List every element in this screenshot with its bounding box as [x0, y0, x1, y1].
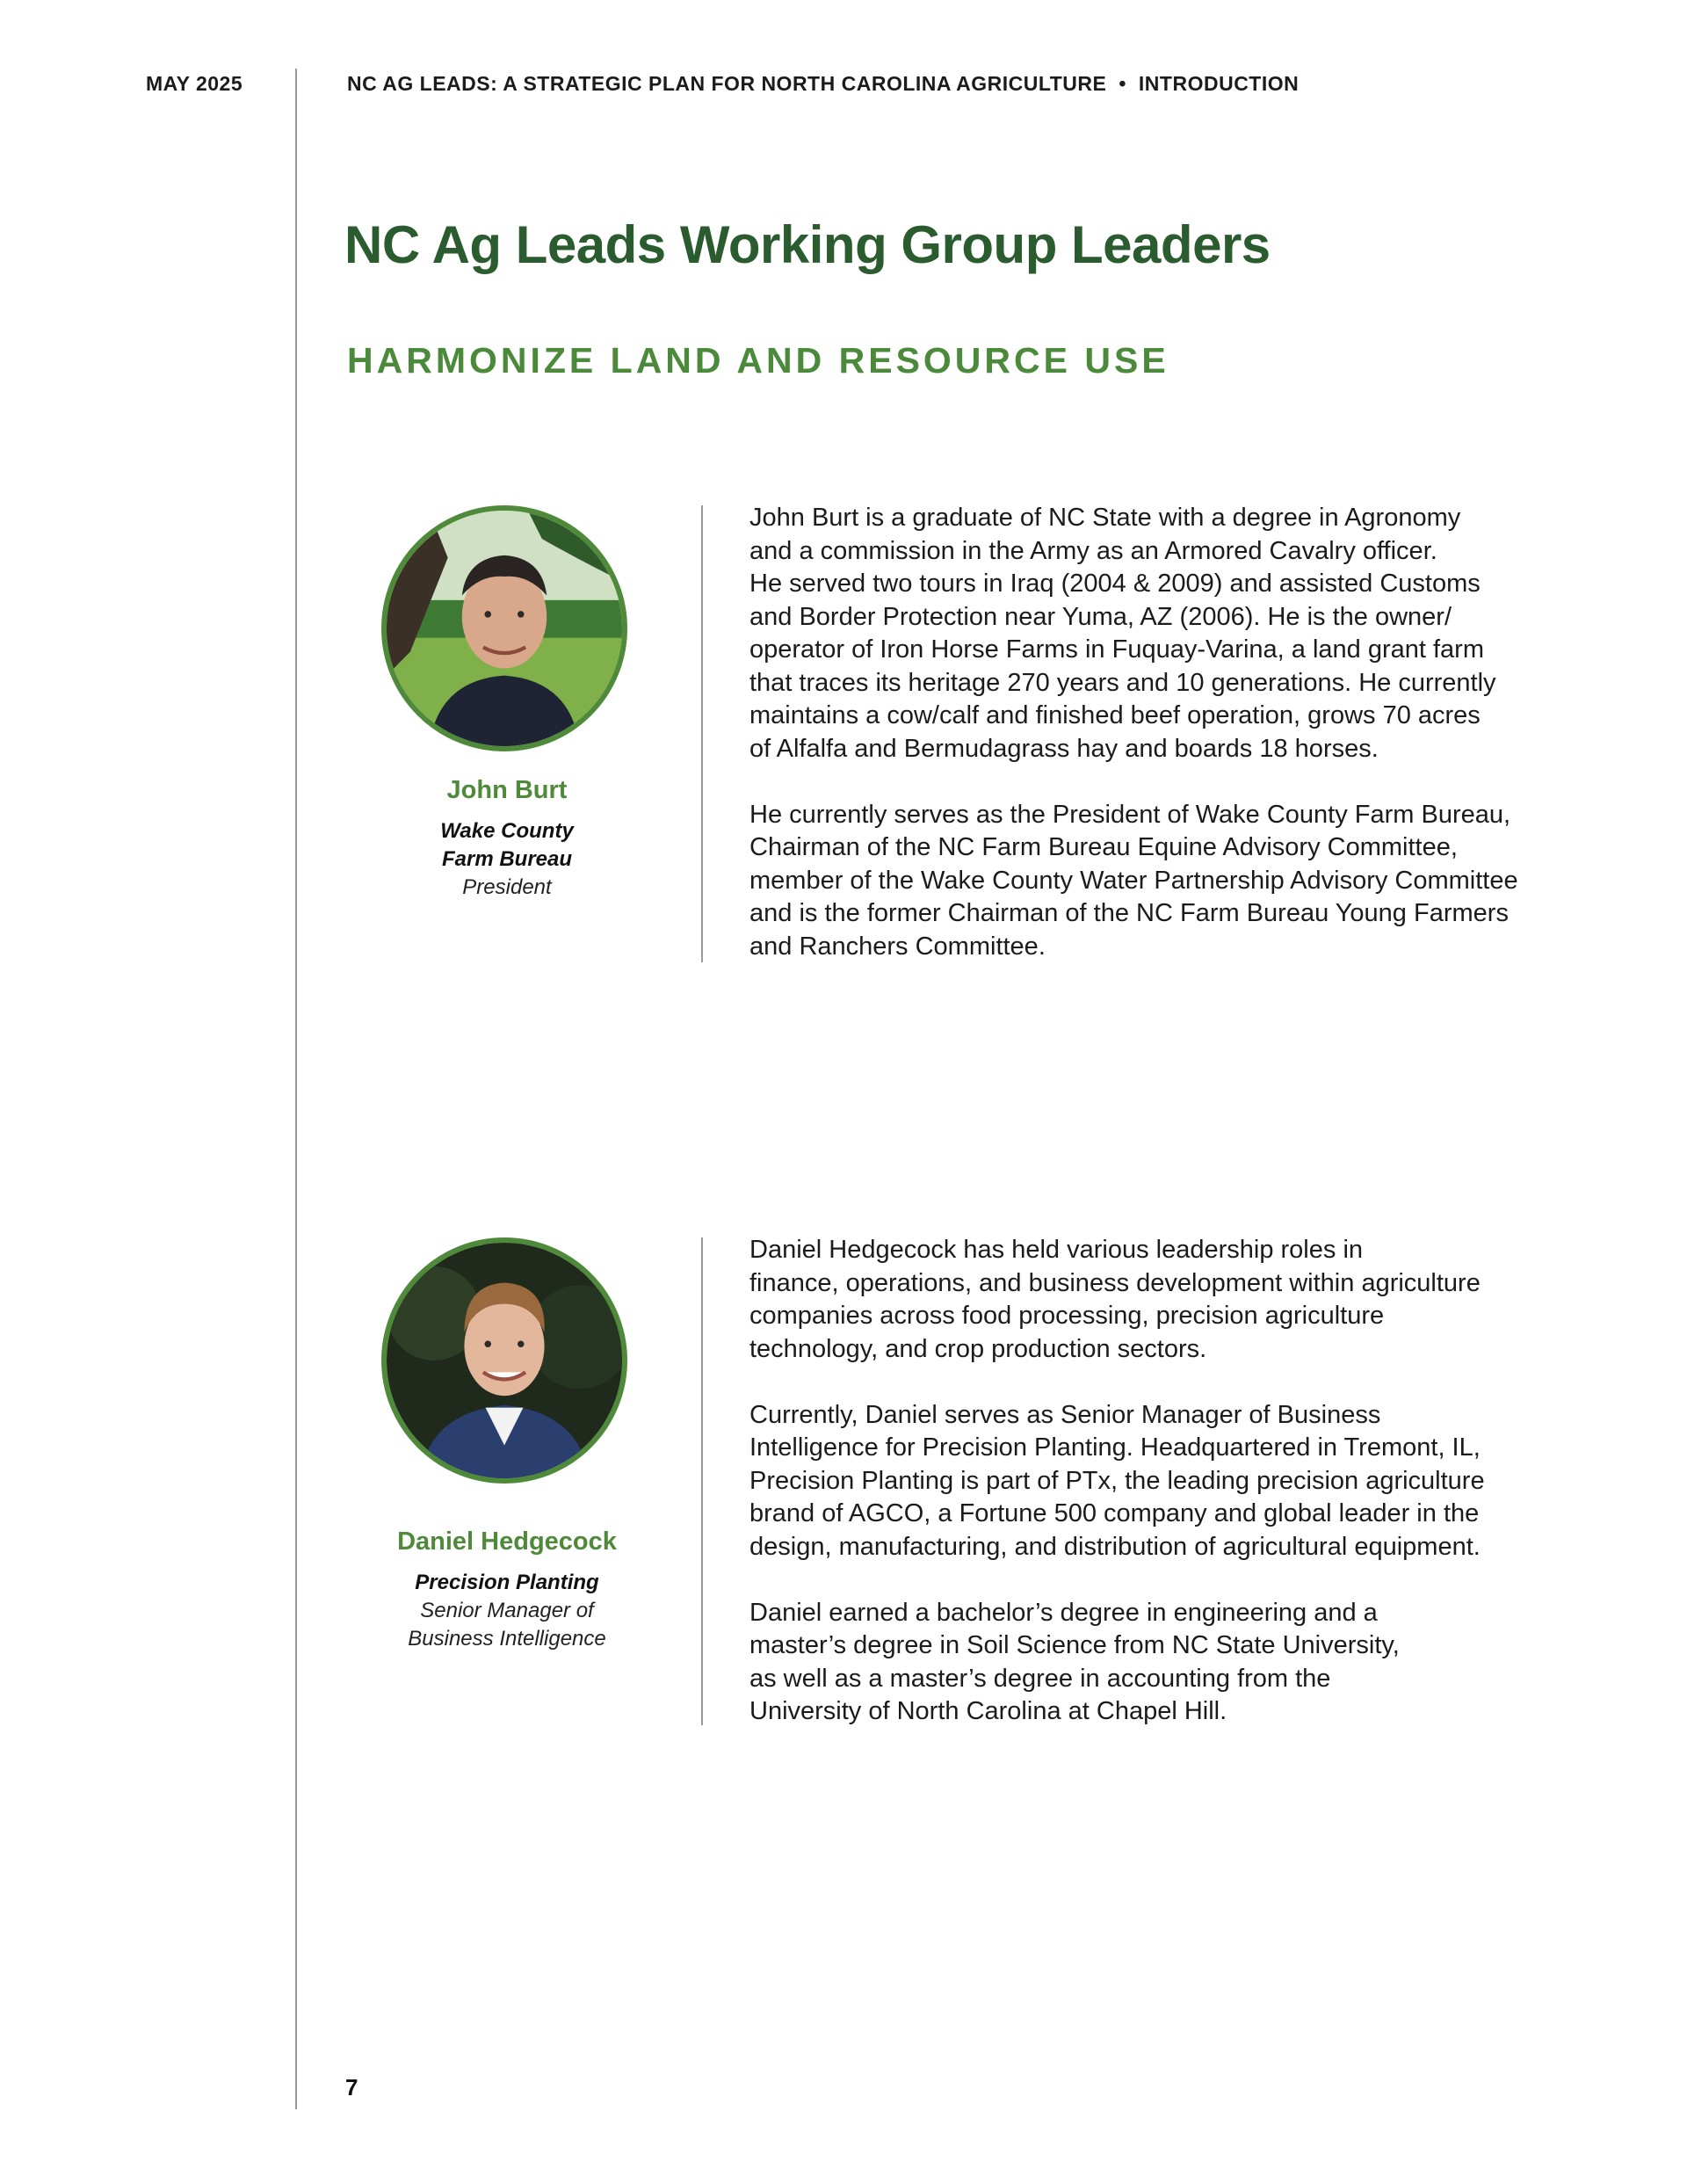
portrait-photo-icon	[381, 1237, 627, 1484]
bio-paragraph: Daniel Hedgecock has held various leadership roles in finance, operations, and business development within agriculture companies across food processing, precision agriculture technology, and crop production sectors.	[749, 1236, 1481, 1363]
header-date: MAY 2025	[146, 72, 243, 95]
leader-profile-daniel-hedgecock	[0, 1237, 1687, 1730]
header-separator: •	[1119, 72, 1126, 95]
header-section: INTRODUCTION	[1138, 72, 1300, 95]
portrait-photo-icon	[381, 505, 627, 751]
leader-profile-john-burt	[0, 505, 1687, 962]
leader-organization-line2: Farm Bureau	[441, 847, 573, 871]
header-doc-title	[347, 72, 1299, 96]
leader-organization: Wake County	[440, 819, 574, 843]
header-doc-title-text: NC AG LEADS: A STRATEGIC PLAN FOR NORTH CAROLINA AGRICULTURE	[347, 72, 1107, 95]
leader-role: President	[462, 875, 552, 899]
profile-divider	[701, 505, 703, 962]
bio-paragraph: He currently serves as the President of Wake County Farm Bureau, Chairman of the NC Farm Bureau Equine Advisory Committee, member of the Wake County Water Partnership Advisory Committee and is the former Chairman of the NC Farm Bureau Young Farmers and Ranchers Committee.	[749, 800, 1518, 961]
profile-divider	[701, 1237, 703, 1725]
leader-role-line2: Business Intelligence	[408, 1627, 606, 1651]
leader-name: John Burt	[446, 776, 568, 804]
section-title: HARMONIZE LAND AND RESOURCE USE	[347, 340, 1169, 381]
leader-role: Senior Manager of	[420, 1599, 594, 1622]
leader-bio	[749, 502, 1593, 963]
bio-paragraph: Currently, Daniel serves as Senior Manager of Business Intelligence for Precision Planting. Headquartered in Tremont, IL, Precision Planting is part of PTx, the leading precision agriculture brand of AGCO, a Fortune 500 company and global leader in the design, manufacturing, and distribution of agricultural equipment.	[749, 1400, 1485, 1561]
bio-paragraph: John Burt is a graduate of NC State with a degree in Agronomy and a commission in the Army as an Armored Cavalry officer. He served two tours in Iraq (2004 & 2009) and assisted Customs and Border Protection near Yuma, AZ (2006). He is the owner/ operator of Iron Horse Farms in Fuquay-Varina, a land grant farm that traces its heritage 270 years and 10 generations. He currently maintains a cow/calf and finished beef operation, grows 70 acres of Alfalfa and Bermudagrass hay and boards 18 horses.	[749, 504, 1496, 763]
bio-paragraph: Daniel earned a bachelor’s degree in engineering and a master’s degree in Soil Science from NC State University, as well as a master’s degree in accounting from the University of North Carolina at Chapel Hill.	[749, 1598, 1400, 1725]
leader-bio	[749, 1234, 1593, 1729]
left-vertical-rule	[295, 69, 297, 2109]
leader-organization: Precision Planting	[415, 1571, 599, 1594]
leader-name: Daniel Hedgecock	[397, 1527, 617, 1556]
page-number: 7	[345, 2074, 358, 2101]
page-title: NC Ag Leads Working Group Leaders	[344, 215, 1271, 274]
